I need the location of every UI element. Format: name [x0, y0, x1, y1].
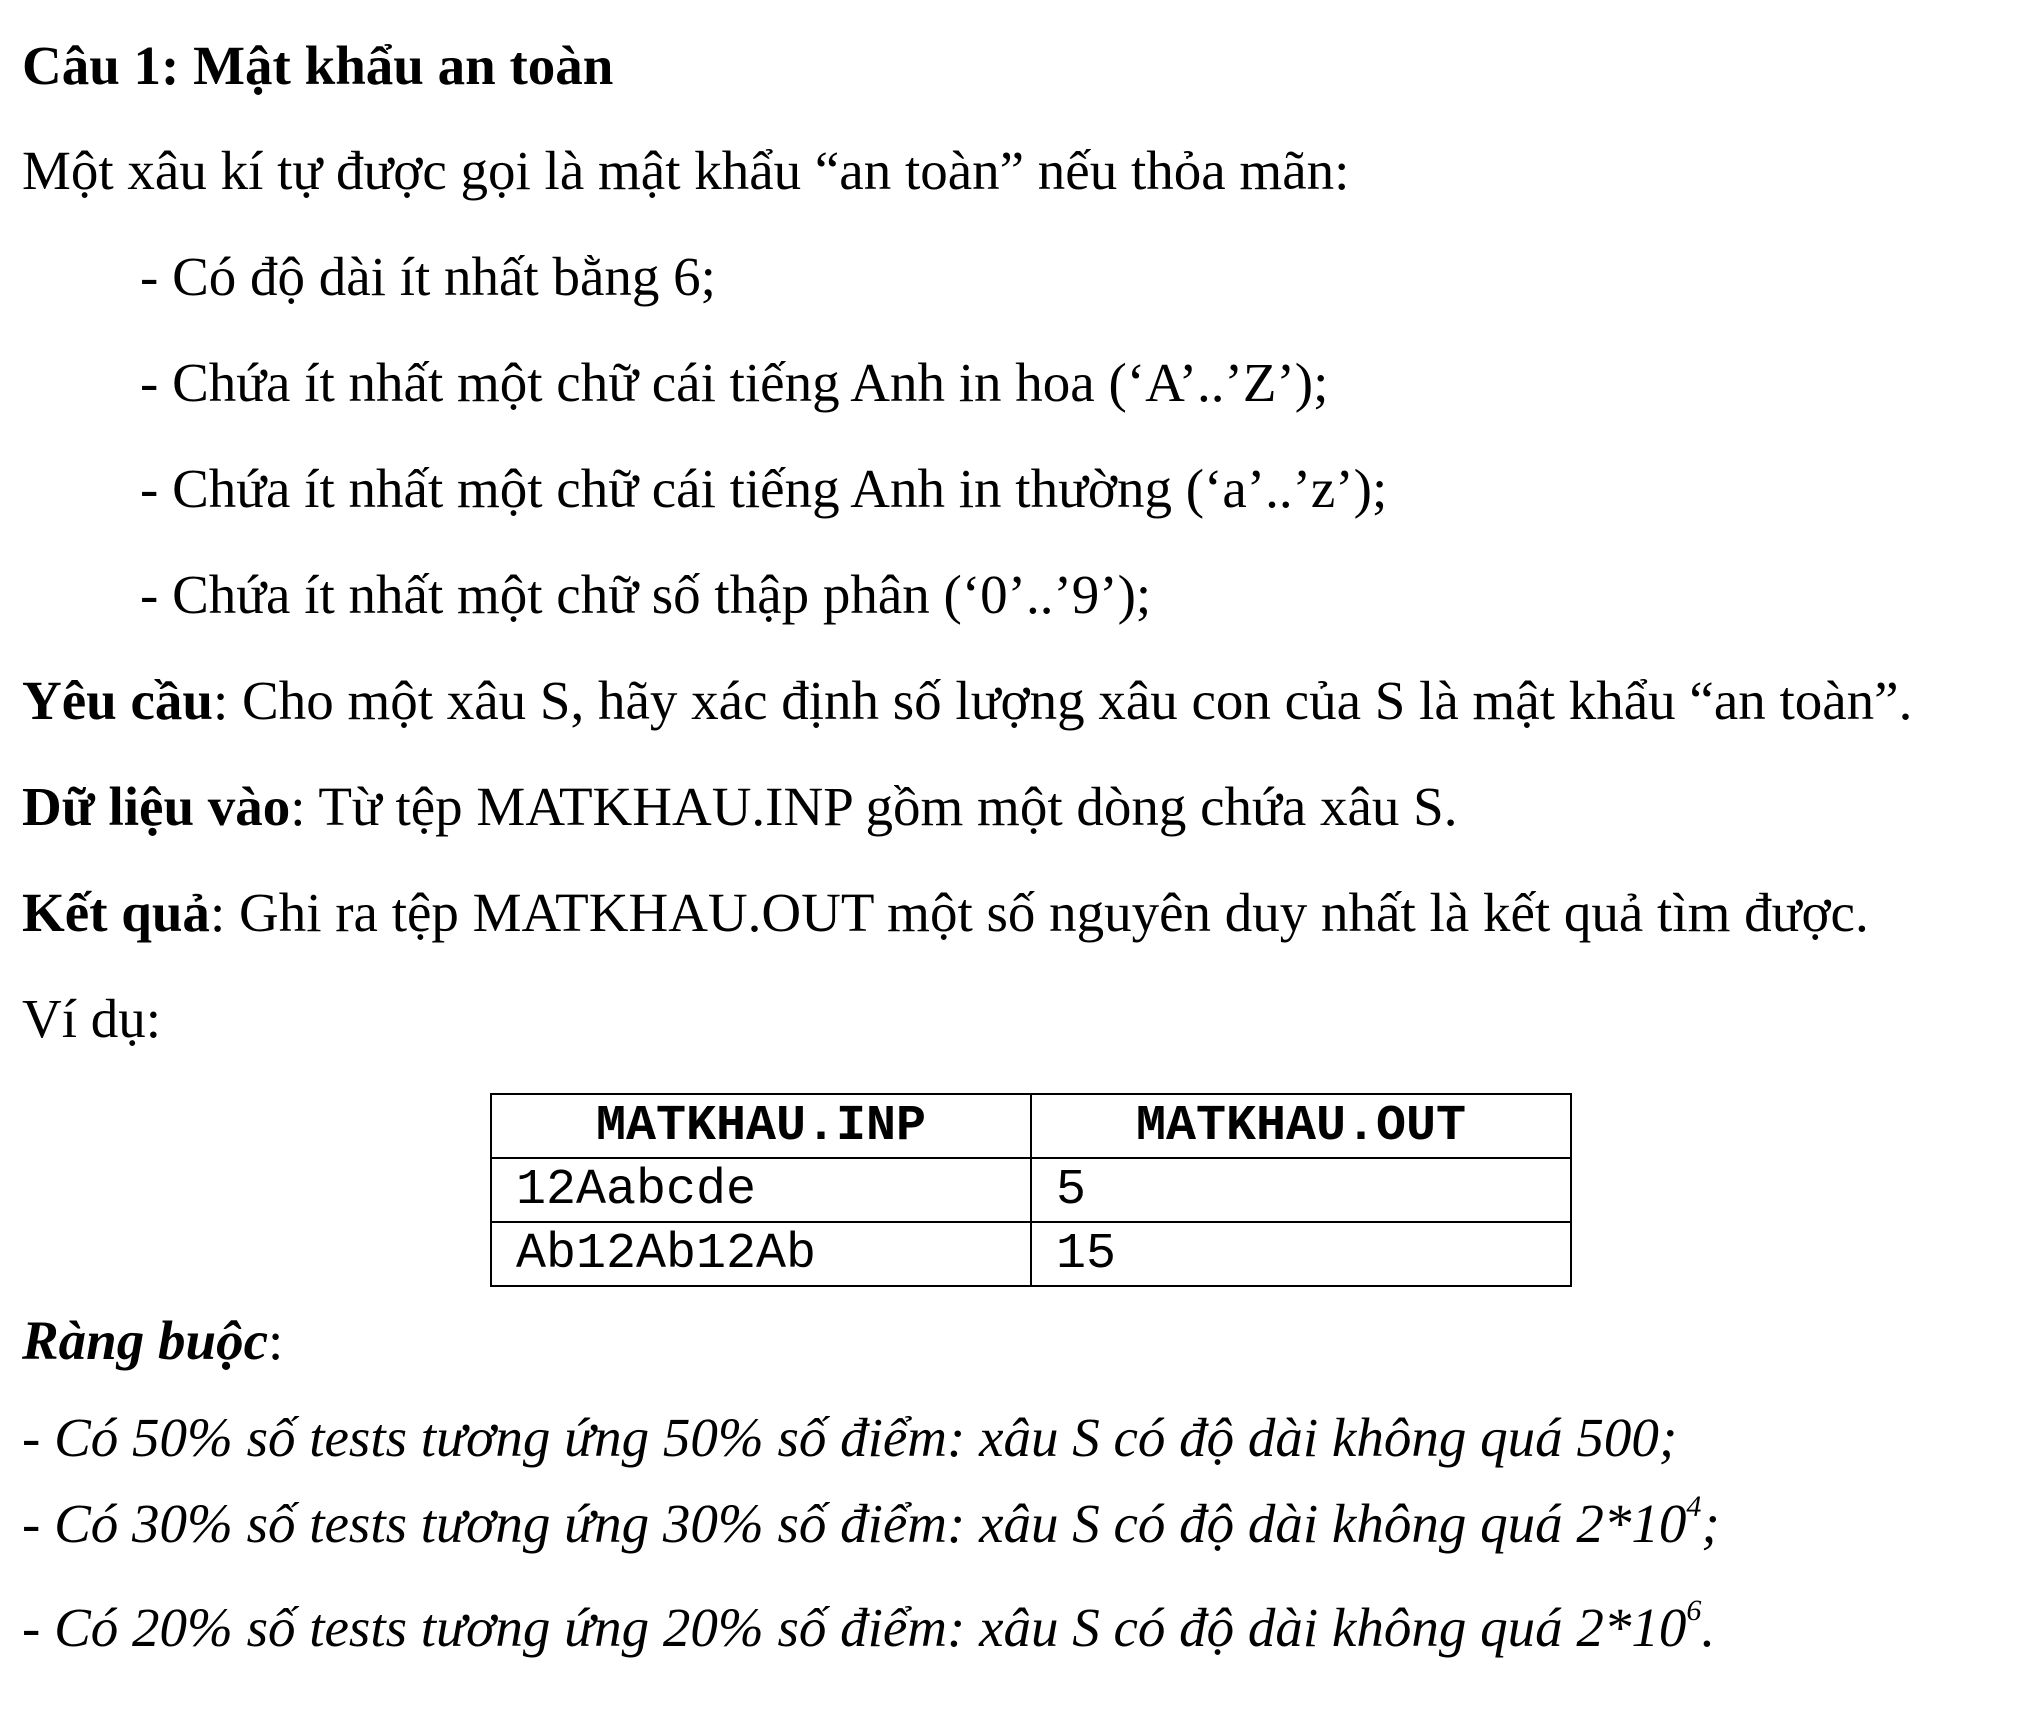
table-row	[491, 1222, 1571, 1286]
constraint-item	[22, 1490, 1720, 1554]
output-text: : Ghi ra tệp MATKHAU.OUT một số nguyên duy nhất là kết quả tìm được.	[209, 882, 1869, 943]
condition-lowercase: - Chứa ít nhất một chữ cái tiếng Anh in thường (‘a’..’z’);	[140, 458, 1388, 519]
table-header-row	[491, 1094, 1571, 1158]
table-cell-output: 5	[1031, 1158, 1571, 1222]
constraint-tail: .	[1701, 1597, 1716, 1658]
requirement-label: Yêu cầu	[22, 670, 213, 731]
table-row	[491, 1158, 1571, 1222]
table-header-output: MATKHAU.OUT	[1031, 1094, 1571, 1158]
intro-text: Một xâu kí tự được gọi là mật khẩu “an toàn” nếu thỏa mãn:	[22, 140, 1350, 201]
output-label: Kết quả	[22, 882, 210, 943]
constraints-colon: :	[268, 1310, 284, 1371]
problem-title: Câu 1: Mật khẩu an toàn	[22, 35, 614, 96]
table-cell-output: 15	[1031, 1222, 1571, 1286]
constraint-text: - Có 20% số tests tương ứng 20% số điểm: xâu S có độ dài không quá 2*10	[22, 1597, 1687, 1658]
constraints-heading	[22, 1310, 284, 1371]
output-line	[22, 882, 1869, 943]
table-cell-input: Ab12Ab12Ab	[491, 1222, 1031, 1286]
constraints-label: Ràng buộc	[22, 1310, 269, 1371]
condition-digit: - Chứa ít nhất một chữ số thập phân (‘0’..’9’);	[140, 564, 1152, 625]
constraint-text: - Có 50% số tests tương ứng 50% số điểm: xâu S có độ dài không quá 500;	[22, 1407, 1678, 1468]
table-header-input: MATKHAU.INP	[491, 1094, 1031, 1158]
input-label: Dữ liệu vào	[22, 776, 291, 837]
constraint-tail: ;	[1701, 1493, 1720, 1554]
constraint-item	[22, 1407, 1678, 1468]
input-line	[22, 776, 1458, 837]
condition-uppercase: - Chứa ít nhất một chữ cái tiếng Anh in hoa (‘A’..’Z’);	[140, 352, 1329, 413]
condition-length: - Có độ dài ít nhất bằng 6;	[140, 246, 716, 307]
input-text: : Từ tệp MATKHAU.INP gồm một dòng chứa xâu S.	[290, 776, 1458, 837]
requirement-line	[22, 670, 1913, 731]
constraint-text: - Có 30% số tests tương ứng 30% số điểm: xâu S có độ dài không quá 2*10	[22, 1493, 1687, 1554]
constraint-item	[22, 1594, 1716, 1658]
constraint-exponent: 6	[1686, 1594, 1702, 1627]
requirement-text: : Cho một xâu S, hãy xác định số lượng xâu con của S là mật khẩu “an toàn”.	[212, 670, 1913, 731]
constraint-exponent: 4	[1686, 1490, 1702, 1523]
example-label: Ví dụ:	[22, 988, 162, 1049]
table-cell-input: 12Aabcde	[491, 1158, 1031, 1222]
example-table	[490, 1093, 1572, 1287]
